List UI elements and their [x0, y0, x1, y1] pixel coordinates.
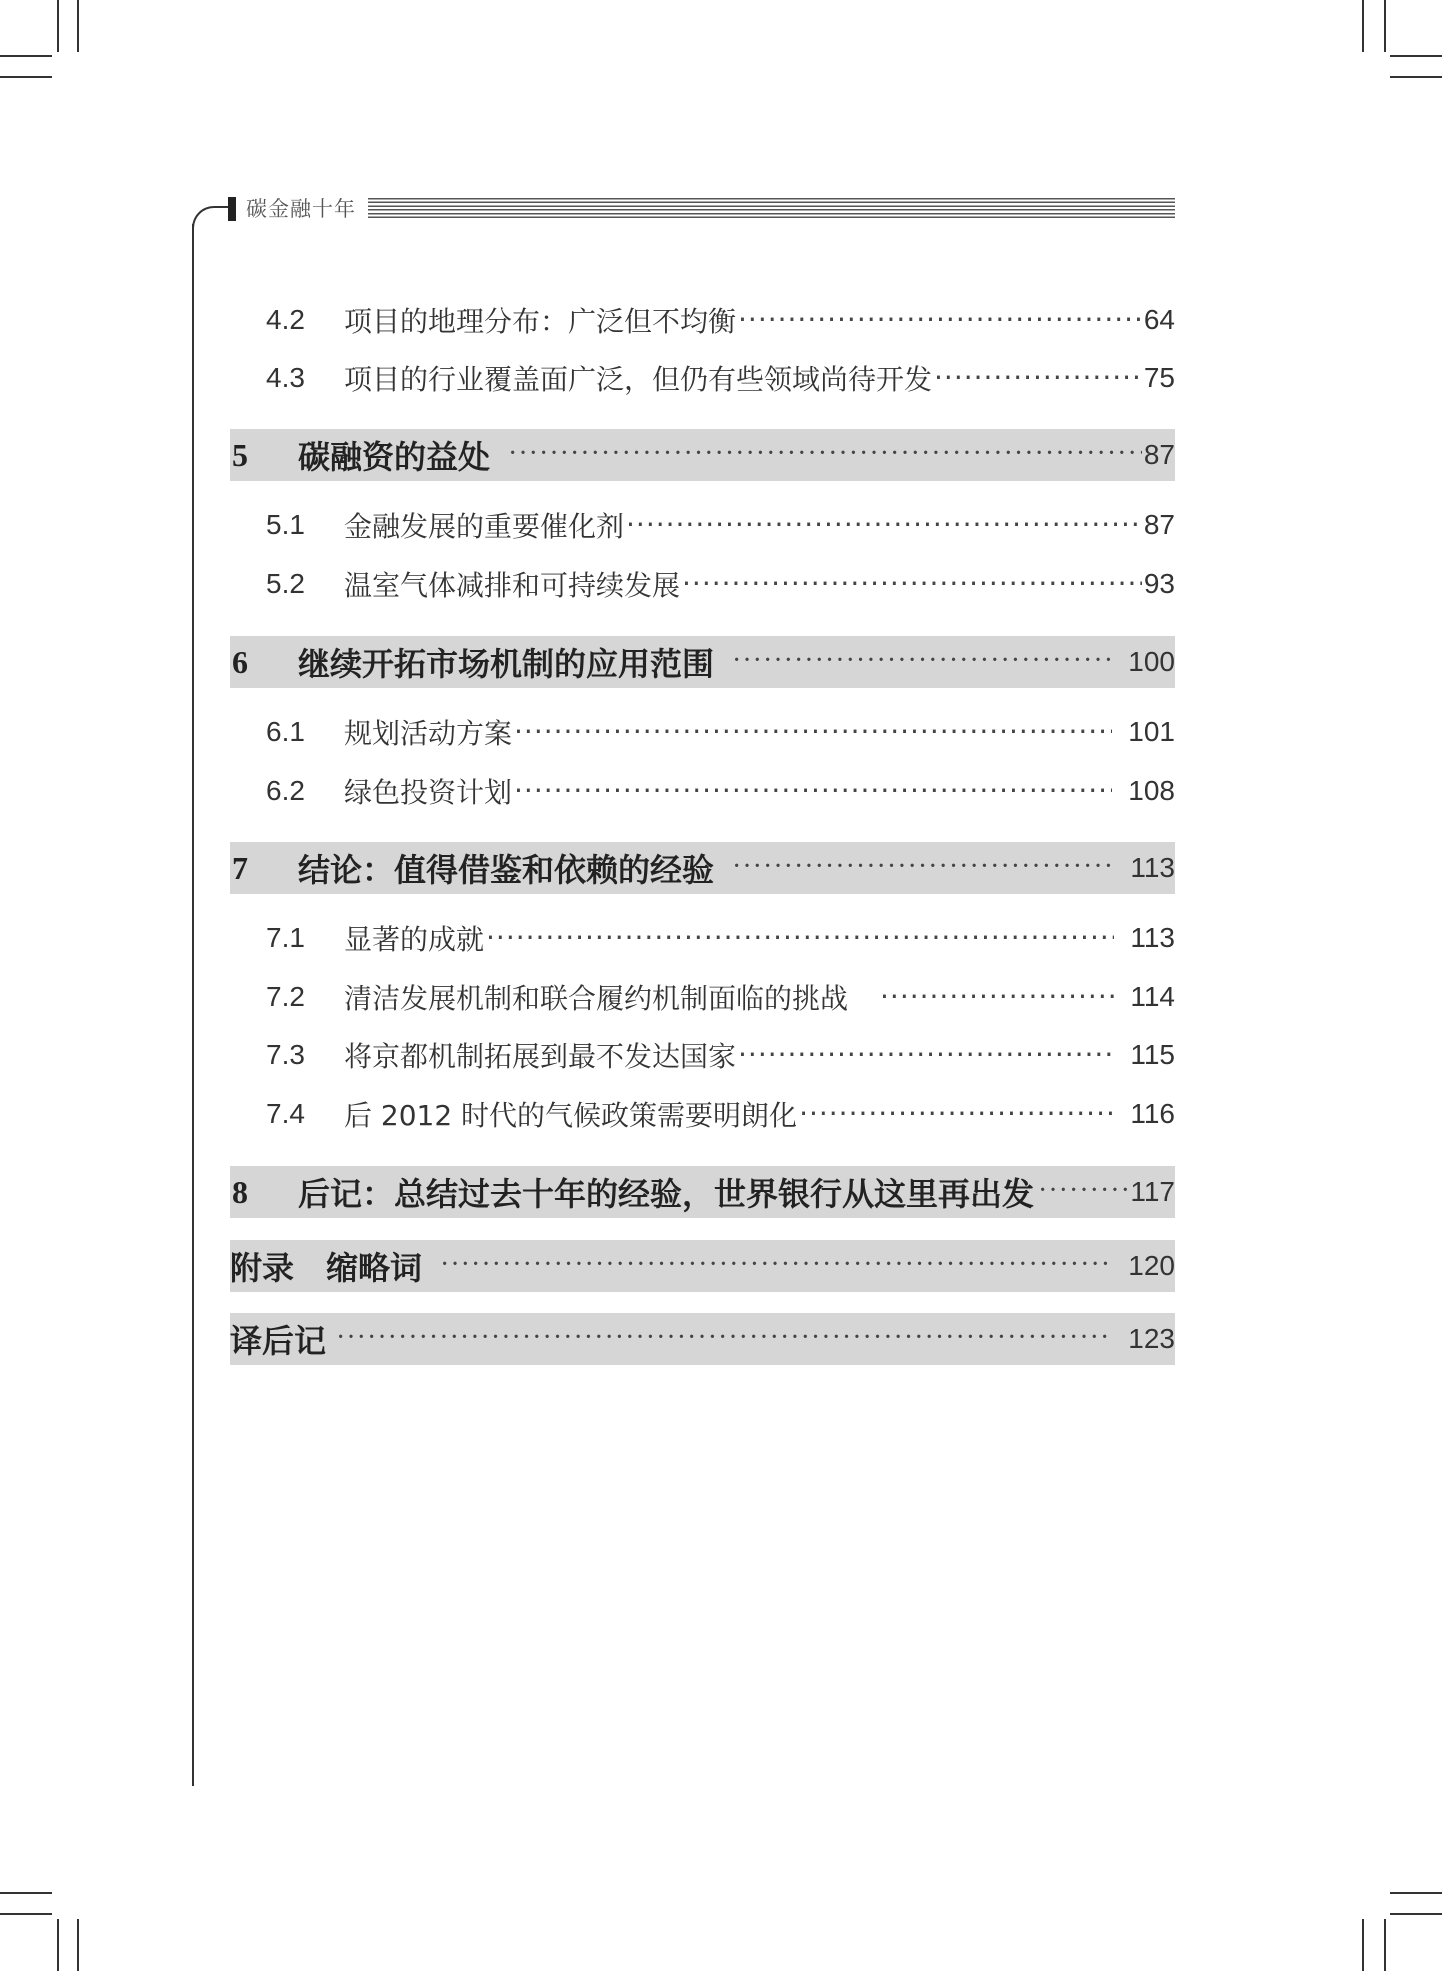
- toc-entry-7-4[interactable]: 7.4 后 2012 时代的气候政策需要明朗化 ····· 116: [230, 1089, 1175, 1139]
- crop-mark: [1362, 0, 1364, 52]
- dot-leader: [799, 1097, 1114, 1131]
- crop-mark: [0, 76, 52, 78]
- crop-mark: [1390, 1892, 1442, 1894]
- dot-leader: [626, 508, 1142, 542]
- crop-mark: [77, 1919, 79, 1971]
- toc-appendix[interactable]: 附录 缩略词 ····· 120: [230, 1240, 1175, 1292]
- dot-leader: [880, 980, 1114, 1014]
- dot-leader: [336, 1322, 1112, 1356]
- crop-mark: [0, 1913, 52, 1915]
- crop-mark: [0, 55, 52, 57]
- toc-entry-7-1[interactable]: 7.1 显著的成就 ····· 113: [230, 913, 1175, 963]
- crop-mark: [57, 1919, 59, 1971]
- crop-mark: [1390, 76, 1442, 78]
- dot-leader: [738, 1038, 1114, 1072]
- toc-entry-7-3[interactable]: 7.3 将京都机制拓展到最不发达国家 ····· 115: [230, 1030, 1175, 1080]
- dot-leader: [486, 921, 1114, 955]
- margin-rule: [192, 224, 194, 1786]
- dot-leader: [934, 361, 1142, 395]
- header-hook: [192, 206, 230, 228]
- dot-leader: [440, 1249, 1112, 1283]
- toc-chapter-5[interactable]: 5 碳融资的益处 ····· 87: [230, 429, 1175, 481]
- header-bar: [228, 197, 236, 221]
- crop-mark: [0, 1892, 52, 1894]
- toc-entry-4-3[interactable]: 4.3 项目的行业覆盖面广泛，但仍有些领域尚待开发 ····· 75: [230, 353, 1175, 403]
- crop-mark: [1362, 1919, 1364, 1971]
- dot-leader: [514, 774, 1112, 808]
- dot-leader: [1038, 1175, 1128, 1209]
- crop-mark: [1390, 1913, 1442, 1915]
- crop-mark: [1384, 1919, 1386, 1971]
- toc-postscript[interactable]: 译后记 ····· 123: [230, 1313, 1175, 1365]
- crop-mark: [77, 0, 79, 52]
- crop-mark: [57, 0, 59, 52]
- toc-chapter-8[interactable]: 8 后记：总结过去十年的经验，世界银行从这里再出发 ····· 117: [230, 1166, 1175, 1218]
- toc-entry-4-2[interactable]: 4.2 项目的地理分布：广泛但不均衡 ····· 64: [230, 295, 1175, 345]
- toc-entry-5-2[interactable]: 5.2 温室气体减排和可持续发展 ····· 93: [230, 559, 1175, 609]
- header-rule-lines: [368, 198, 1175, 220]
- crop-mark: [1384, 0, 1386, 52]
- running-header-title: 碳金融十年: [246, 197, 356, 221]
- toc-entry-6-2[interactable]: 6.2 绿色投资计划 ····· 108: [230, 766, 1175, 816]
- dot-leader: [738, 303, 1142, 337]
- toc-entry-7-2[interactable]: 7.2 清洁发展机制和联合履约机制面临的挑战 ····· 114: [230, 972, 1175, 1022]
- dot-leader: [508, 438, 1142, 472]
- dot-leader: [514, 715, 1112, 749]
- toc-entry-5-1[interactable]: 5.1 金融发展的重要催化剂 ····· 87: [230, 500, 1175, 550]
- toc-chapter-6[interactable]: 6 继续开拓市场机制的应用范围 ····· 100: [230, 636, 1175, 688]
- crop-mark: [1390, 55, 1442, 57]
- toc-chapter-7[interactable]: 7 结论：值得借鉴和依赖的经验 ····· 113: [230, 842, 1175, 894]
- dot-leader: [732, 851, 1114, 885]
- toc-entry-6-1[interactable]: 6.1 规划活动方案 ····· 101: [230, 707, 1175, 757]
- dot-leader: [732, 645, 1112, 679]
- dot-leader: [682, 567, 1142, 601]
